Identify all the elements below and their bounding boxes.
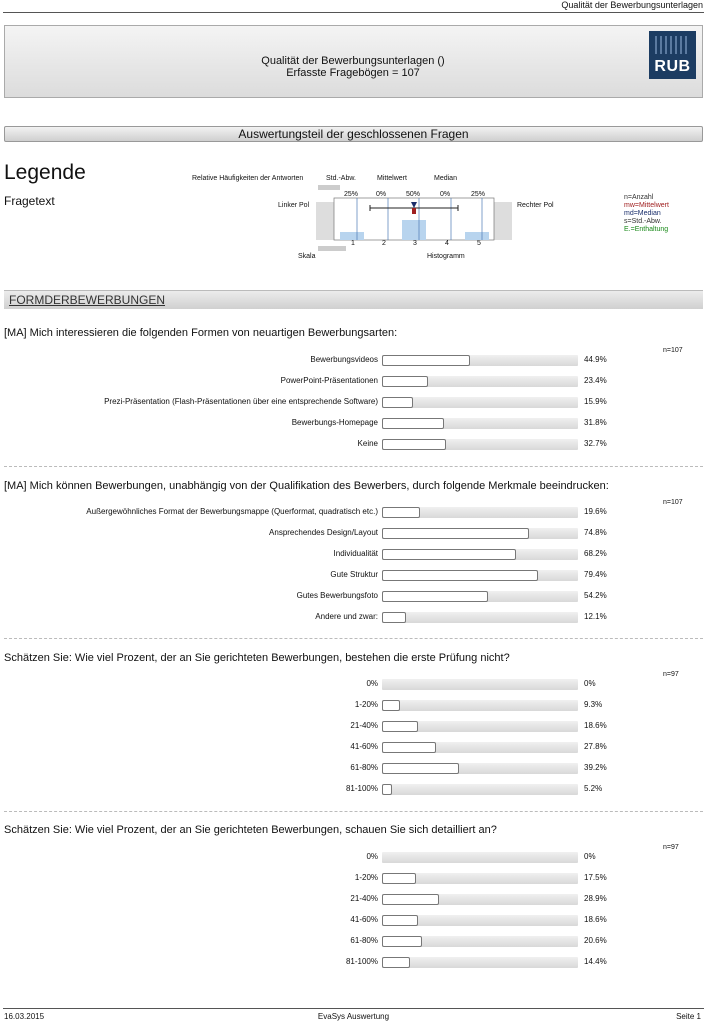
legend-scale-4: 4 bbox=[445, 240, 449, 247]
option-percentage: 20.6% bbox=[584, 936, 607, 945]
option-label: Keine bbox=[357, 439, 378, 448]
section-bar: Auswertungsteil der geschlossenen Fragen bbox=[4, 126, 703, 142]
option-bar-fill bbox=[382, 376, 428, 387]
option-bar-track bbox=[382, 612, 578, 623]
option-bar-fill bbox=[382, 528, 529, 539]
question-separator bbox=[4, 638, 703, 639]
option-bar-track bbox=[382, 852, 578, 863]
question-separator bbox=[4, 466, 703, 467]
option-percentage: 9.3% bbox=[584, 700, 603, 709]
option-bar-fill bbox=[382, 915, 418, 926]
option-label: Prezi-Präsentation (Flash-Präsentationen über eine entsprechende Software) bbox=[104, 397, 378, 406]
question-title: Schätzen Sie: Wie viel Prozent, der an Sie gerichteten Bewerbungen, bestehen die erste Prüfung nicht? bbox=[4, 652, 510, 664]
option-percentage: 18.6% bbox=[584, 721, 607, 730]
option-label: Individualität bbox=[333, 549, 378, 558]
option-bar-track bbox=[382, 784, 578, 795]
option-bar-fill bbox=[382, 612, 406, 623]
option-bar-fill bbox=[382, 894, 439, 905]
legend-skala: Skala bbox=[298, 253, 316, 260]
option-bar-track bbox=[382, 570, 578, 581]
legend-key-md: md=Median bbox=[624, 210, 661, 217]
option-bar-track bbox=[382, 418, 578, 429]
option-bar-track bbox=[382, 528, 578, 539]
legend-histogram-bar bbox=[402, 220, 426, 240]
option-label: 61-80% bbox=[350, 763, 378, 772]
option-label: 21-40% bbox=[350, 721, 378, 730]
legend-key-mw: mw=Mittelwert bbox=[624, 202, 669, 209]
legend-key-s: s=Std.-Abw. bbox=[624, 218, 662, 225]
option-bar-track bbox=[382, 763, 578, 774]
legend-pct-1: 25% bbox=[344, 191, 359, 198]
option-bar-track bbox=[382, 873, 578, 884]
option-bar-fill bbox=[382, 439, 446, 450]
legend-pole-left bbox=[316, 202, 334, 240]
option-percentage: 74.8% bbox=[584, 528, 607, 537]
legend-fragetext: Fragetext bbox=[4, 194, 55, 208]
option-label: 41-60% bbox=[350, 915, 378, 924]
option-percentage: 0% bbox=[584, 679, 596, 688]
legend-scale-2: 2 bbox=[382, 240, 386, 247]
option-bar-fill bbox=[382, 418, 444, 429]
question-n-count: n=97 bbox=[663, 844, 679, 851]
option-label: 0% bbox=[366, 679, 378, 688]
option-percentage: 5.2% bbox=[584, 784, 603, 793]
option-label: 1-20% bbox=[354, 873, 378, 882]
option-label: 1-20% bbox=[354, 700, 378, 709]
option-label: 81-100% bbox=[345, 784, 378, 793]
legend-pct-5: 25% bbox=[471, 191, 486, 198]
report-title bbox=[0, 55, 706, 79]
option-bar-fill bbox=[382, 570, 538, 581]
option-bar-fill bbox=[382, 957, 410, 968]
footer-rule bbox=[3, 1008, 704, 1009]
legend-pct-2: 0% bbox=[376, 191, 387, 198]
option-percentage: 19.6% bbox=[584, 507, 607, 516]
report-title-line2: Erfasste Fragebögen = 107 bbox=[286, 67, 420, 79]
option-label: Andere und zwar: bbox=[315, 612, 378, 621]
option-bar-track bbox=[382, 915, 578, 926]
option-label: PowerPoint-Präsentationen bbox=[280, 376, 378, 385]
option-bar-fill bbox=[382, 507, 420, 518]
legend-mittelwert: Mittelwert bbox=[377, 175, 407, 182]
legend-linker-pol: Linker Pol bbox=[278, 202, 310, 209]
legend-key bbox=[624, 194, 669, 234]
option-percentage: 68.2% bbox=[584, 549, 607, 558]
option-bar-track bbox=[382, 439, 578, 450]
option-percentage: 17.5% bbox=[584, 873, 607, 882]
question-separator bbox=[4, 811, 703, 812]
option-label: 41-60% bbox=[350, 742, 378, 751]
question-title: [MA] Mich interessieren die folgenden Formen von neuartigen Bewerbungsarten: bbox=[4, 327, 398, 339]
option-label: Außergewöhnliches Format der Bewerbungsmappe (Querformat, quadratisch etc.) bbox=[86, 507, 378, 516]
option-bar-track bbox=[382, 679, 578, 690]
option-bar-track bbox=[382, 397, 578, 408]
legend-scale-1: 1 bbox=[351, 240, 355, 247]
option-bar-track bbox=[382, 591, 578, 602]
option-percentage: 23.4% bbox=[584, 376, 607, 385]
option-label: Gute Struktur bbox=[330, 570, 378, 579]
option-percentage: 39.2% bbox=[584, 763, 607, 772]
option-percentage: 54.2% bbox=[584, 591, 607, 600]
option-bar-track bbox=[382, 936, 578, 947]
legend-scale-5: 5 bbox=[477, 240, 481, 247]
footer-center: EvaSys Auswertung bbox=[317, 1012, 390, 1021]
question-title: [MA] Mich können Bewerbungen, unabhängig von der Qualifikation des Bewerbers, durch folgende Merkmale beeindrucken: bbox=[4, 480, 609, 492]
section-heading: FORMDERBEWERBUNGEN bbox=[4, 290, 703, 309]
option-bar-track bbox=[382, 355, 578, 366]
report-title-line1: Qualität der Bewerbungsunterlagen () bbox=[261, 55, 445, 67]
question-n-count: n=107 bbox=[663, 347, 683, 354]
option-percentage: 44.9% bbox=[584, 355, 607, 364]
option-label: Bewerbungsvideos bbox=[310, 355, 378, 364]
option-label: 0% bbox=[366, 852, 378, 861]
legend-histogramm: Histogramm bbox=[427, 253, 465, 260]
legend-skala-marker bbox=[318, 246, 346, 251]
option-bar-track bbox=[382, 700, 578, 711]
option-bar-fill bbox=[382, 721, 418, 732]
option-bar-fill bbox=[382, 549, 516, 560]
legend-key-e: E.=Enthaltung bbox=[624, 226, 669, 233]
option-bar-fill bbox=[382, 763, 459, 774]
option-percentage: 12.1% bbox=[584, 612, 607, 621]
option-bar-fill bbox=[382, 784, 392, 795]
option-percentage: 79.4% bbox=[584, 570, 607, 579]
legend-std-marker bbox=[318, 185, 340, 190]
legend-rechter-pol: Rechter Pol bbox=[517, 202, 554, 209]
logo-bars-icon bbox=[655, 36, 690, 54]
option-bar-fill bbox=[382, 936, 422, 947]
legend-mean-marker bbox=[411, 202, 417, 208]
option-bar-track bbox=[382, 507, 578, 518]
option-percentage: 0% bbox=[584, 852, 596, 861]
option-percentage: 28.9% bbox=[584, 894, 607, 903]
option-percentage: 14.4% bbox=[584, 957, 607, 966]
question-n-count: n=97 bbox=[663, 671, 679, 678]
option-percentage: 31.8% bbox=[584, 418, 607, 427]
option-bar-fill bbox=[382, 397, 413, 408]
top-rule bbox=[3, 12, 704, 13]
legend-histogram-bar bbox=[465, 232, 489, 240]
option-percentage: 15.9% bbox=[584, 397, 607, 406]
option-percentage: 18.6% bbox=[584, 915, 607, 924]
legend-median-marker bbox=[412, 208, 416, 214]
option-label: Gutes Bewerbungsfoto bbox=[296, 591, 378, 600]
option-percentage: 32.7% bbox=[584, 439, 607, 448]
footer-date: 16.03.2015 bbox=[4, 1012, 45, 1021]
option-label: Ansprechendes Design/Layout bbox=[269, 528, 378, 537]
option-bar-fill bbox=[382, 873, 416, 884]
option-percentage: 27.8% bbox=[584, 742, 607, 751]
option-bar-track bbox=[382, 957, 578, 968]
legend-std-abw: Std.-Abw. bbox=[326, 175, 356, 182]
option-bar-track bbox=[382, 742, 578, 753]
rub-logo bbox=[649, 31, 696, 79]
option-bar-fill bbox=[382, 700, 400, 711]
legend-scale-3: 3 bbox=[413, 240, 417, 247]
legend-rel-haeufigkeiten: Relative Häufigkeiten der Antworten bbox=[192, 175, 304, 182]
footer-page: Seite 1 bbox=[676, 1012, 701, 1021]
option-label: 21-40% bbox=[350, 894, 378, 903]
legend-title: Legende bbox=[4, 161, 86, 184]
option-label: 61-80% bbox=[350, 936, 378, 945]
question-n-count: n=107 bbox=[663, 499, 683, 506]
option-label: Bewerbungs-Homepage bbox=[291, 418, 378, 427]
legend-pct-3: 50% bbox=[406, 191, 421, 198]
option-bar-track bbox=[382, 376, 578, 387]
option-bar-fill bbox=[382, 591, 488, 602]
question-title: Schätzen Sie: Wie viel Prozent, der an Sie gerichteten Bewerbungen, schauen Sie sich detailliert an? bbox=[4, 824, 497, 836]
logo-text: RUB bbox=[654, 58, 691, 75]
option-bar-fill bbox=[382, 742, 436, 753]
legend-pct-4: 0% bbox=[440, 191, 451, 198]
option-bar-track bbox=[382, 894, 578, 905]
legend-median: Median bbox=[434, 175, 457, 182]
legend-histogram-bar bbox=[340, 232, 364, 240]
option-label: 81-100% bbox=[345, 957, 378, 966]
option-bar-track bbox=[382, 721, 578, 732]
option-bar-track bbox=[382, 549, 578, 560]
running-title: Qualität der Bewerbungsunterlagen bbox=[561, 0, 703, 10]
option-bar-fill bbox=[382, 355, 470, 366]
legend-key-n: n=Anzahl bbox=[624, 194, 654, 201]
legend-pole-right bbox=[494, 202, 512, 240]
